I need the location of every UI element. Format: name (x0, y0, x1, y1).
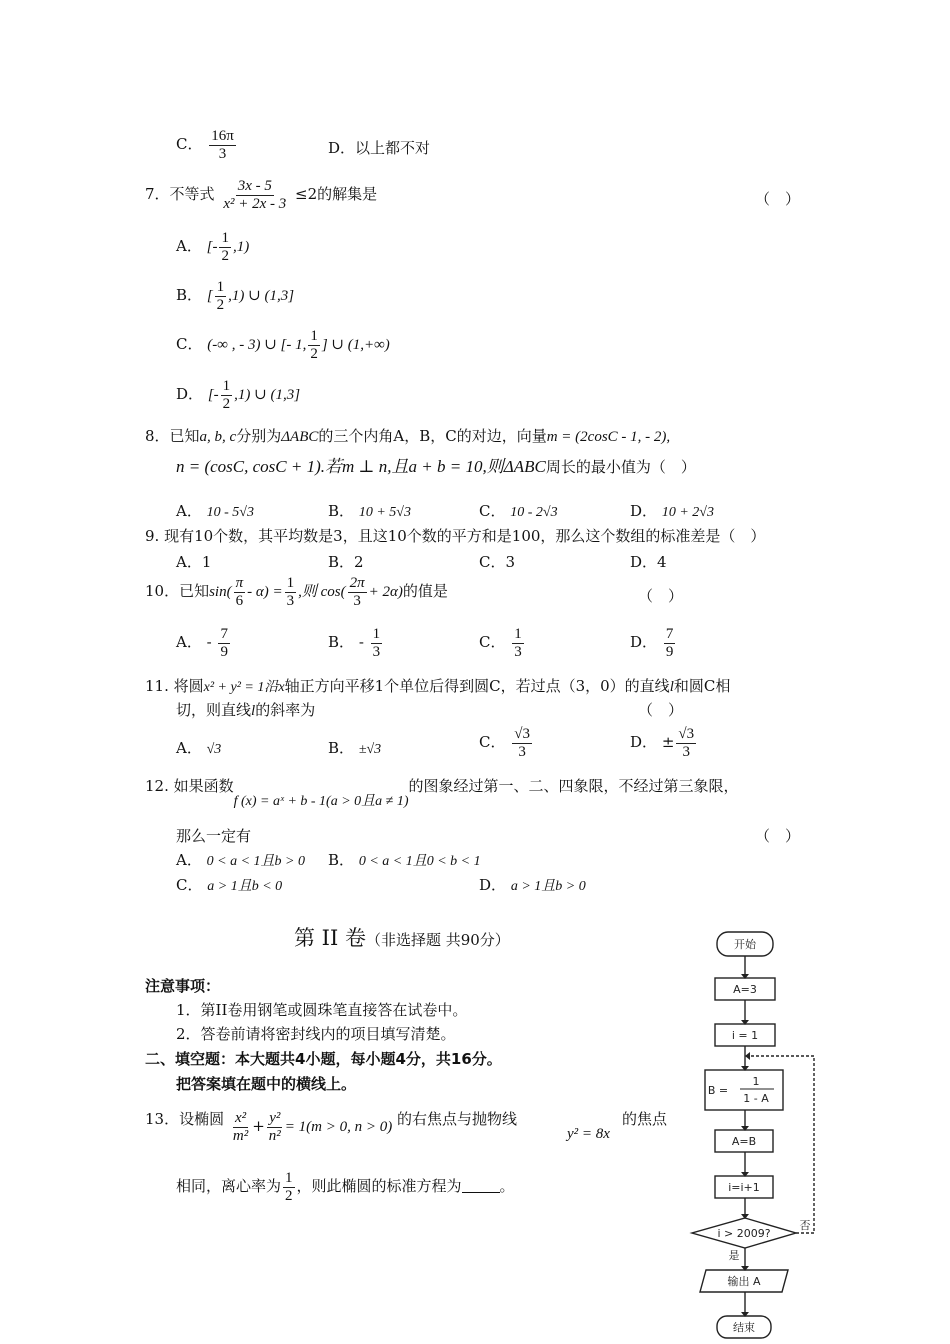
q7-prefix: 7．不等式 (145, 185, 215, 203)
option-label: A． (176, 739, 202, 757)
numerator: x² (234, 1110, 247, 1126)
denominator: x² + 2x - 3 (223, 195, 287, 212)
numerator: y² (269, 1110, 281, 1126)
fraction (221, 178, 288, 212)
numerator: 1 (222, 378, 231, 394)
numerator: 2π (349, 575, 365, 591)
q9-stem: 9. 现有10个数，其平均数是3，且这10个数的平方和是100，那么这个数组的标准差是（ ） (145, 527, 766, 545)
numerator: √3 (678, 726, 695, 742)
q8-stem-line2 (176, 452, 696, 477)
q7-suffix: 的解集是 (317, 185, 378, 203)
answer-paren: （ ） (638, 701, 684, 719)
expr: f (x) = aˣ + b - 1(a > 0且a ≠ 1) (233, 794, 409, 809)
expr: m = (2cosC - 1, - 2), (546, 429, 671, 445)
assign-ab-label: A=B (731, 1135, 757, 1148)
expr: l (251, 703, 256, 719)
q12-option-a (176, 849, 305, 870)
fraction (221, 378, 233, 412)
expr: ,1) (232, 239, 250, 255)
option-label: C． (479, 733, 506, 751)
option-text: 10 + 2√3 (661, 505, 714, 520)
flowchart (684, 926, 824, 1340)
expr: + 2α) (368, 584, 403, 600)
option-text: ±√3 (358, 742, 382, 757)
fraction (512, 626, 524, 660)
end-label: 结束 (733, 1321, 755, 1334)
denominator: 2 (216, 296, 225, 313)
expr: = 1(m > 0, n > 0) (284, 1119, 393, 1135)
option-text: 10 + 5√3 (358, 505, 411, 520)
expr: (-∞ , - 3) ∪ [- 1, (207, 337, 307, 353)
start-label: 开始 (734, 938, 756, 951)
no-label: 否 (799, 1219, 811, 1232)
fraction (231, 1110, 250, 1144)
q9-option-b (328, 551, 364, 572)
section-subheading: （非选择题 共90分） (365, 931, 510, 949)
expr: sin( (209, 584, 232, 600)
text: 和圆C相 (673, 677, 731, 695)
expr: [ (206, 288, 213, 304)
note-item: 2．答卷前请将密封线内的项目填写清楚。 (176, 1025, 456, 1043)
q12-option-d (479, 874, 586, 895)
text: 的斜率为 (255, 701, 316, 719)
fraction (215, 279, 227, 313)
option-label: B． (328, 739, 355, 757)
option-label: B． (328, 633, 355, 651)
denominator: 6 (235, 592, 244, 609)
fill-subheading: 把答案填在题中的横线上。 (176, 1075, 357, 1093)
assign-i-label: i = 1 (731, 1029, 759, 1042)
fraction (348, 575, 367, 609)
answer-paren: （ ） (755, 827, 801, 845)
option-label: B． (328, 502, 355, 520)
q7-option-a (176, 230, 249, 264)
text: 切，则直线 (176, 701, 252, 719)
q11-stem-line2 (176, 699, 315, 720)
numerator: √3 (514, 726, 530, 742)
numerator: 1 (285, 1170, 293, 1186)
option-text: 以上都不对 (355, 139, 431, 157)
q8-option-c (479, 500, 558, 521)
sign: - (358, 633, 364, 651)
q7-option-b (176, 279, 294, 313)
q13-stem-line1: 13．设椭圆 $\frac{\text{x²}}{\text{m²}}$ + $\frac{\text{y²}}{\text{n²}}$ = 1(m > 0, n > 0) 的右焦点与抛物线 (145, 1110, 518, 1144)
option-label: D． (176, 385, 204, 403)
option-label: D． (630, 633, 658, 651)
notes-heading: 注意事项： (145, 977, 221, 995)
option-text: 0 < a < 1且0 < b < 1 (358, 854, 481, 869)
numerator: 1 (216, 279, 225, 295)
text: 轴正方向平移1个单位后得到圆C，若过点（3，0）的直线 (284, 677, 670, 695)
text: 。 (499, 1177, 515, 1195)
arrowhead (745, 1052, 750, 1060)
q11-option-c (479, 726, 534, 760)
q10-option-b (328, 626, 384, 660)
q12-option-b (328, 849, 481, 870)
option-label: D． (479, 876, 507, 894)
q7-stem (145, 178, 377, 212)
denominator: m² (232, 1127, 249, 1144)
assign-a-label: A=3 (733, 983, 757, 996)
fraction (664, 626, 676, 660)
q9-option-c (479, 551, 515, 572)
q12-stem-line1 (145, 775, 739, 809)
option-label: D． (630, 502, 658, 520)
option-text: 0 < a < 1且b > 0 (206, 854, 305, 869)
option-label: C． (479, 553, 506, 571)
numerator: 1 (221, 230, 229, 246)
numerator: 3x - 5 (237, 178, 272, 194)
fraction (218, 626, 230, 660)
q11-option-a (176, 737, 221, 758)
yes-label: 是 (728, 1249, 740, 1262)
numerator: π (235, 575, 244, 591)
option-label: A． (176, 237, 202, 255)
option-label: D． (630, 553, 658, 571)
fraction (283, 1170, 295, 1204)
denominator: 3 (286, 592, 295, 609)
q13-stem-line2 (176, 1170, 515, 1204)
b-denominator: 1 - A (743, 1092, 769, 1105)
option-label: C． (176, 135, 203, 153)
expr: ] ∪ (1,+∞) (321, 337, 390, 353)
option-label: C． (176, 335, 203, 353)
denominator: 3 (514, 643, 522, 660)
expr: ,1) ∪ (1,3] (228, 288, 295, 304)
denominator: 9 (220, 643, 228, 660)
parabola-expr: y² = 8x (567, 1126, 610, 1142)
fraction (676, 726, 696, 760)
q11-prefix: 11. 将圆 (145, 677, 204, 695)
numerator: 7 (220, 626, 228, 642)
expr: ΔABC (281, 429, 319, 445)
expr: - α) = (247, 584, 283, 600)
option-label: D． (630, 733, 658, 751)
b-prefix-label: B = (707, 1084, 729, 1097)
text: 周长的最小值为（ ） (545, 458, 696, 476)
denominator: 3 (518, 743, 526, 760)
text: 分别为 (236, 427, 282, 445)
relation: ≤2 (295, 185, 318, 203)
q10-option-a (176, 626, 232, 660)
expr: ,则 cos( (298, 584, 346, 600)
answer-blank[interactable] (462, 1178, 500, 1193)
answer-paren: （ ） (638, 587, 684, 605)
q8-option-d (630, 500, 714, 521)
answer-paren: （ ） (755, 190, 801, 208)
numerator: 1 (286, 575, 295, 591)
condition-label: i > 2009? (717, 1227, 771, 1240)
option-label: C． (479, 502, 506, 520)
expr: ,1) ∪ (1,3] (234, 387, 301, 403)
option-text: 10 - 2√3 (510, 505, 558, 520)
fraction (308, 328, 320, 362)
option-text: 4 (657, 553, 667, 571)
q13-prefix: 13．设椭圆 (145, 1110, 225, 1128)
option-text: 2 (354, 553, 364, 571)
q8-prefix: 8．已知 (145, 427, 200, 445)
q11-option-b (328, 737, 381, 758)
expr: [- (207, 387, 219, 403)
option-text: 3 (505, 553, 516, 571)
q11-stem-line1 (145, 675, 730, 696)
text: 相同，离心率为 (176, 1177, 282, 1195)
q6-option-d (328, 137, 430, 158)
text: 的值是 (402, 582, 448, 600)
text: 的三个内角A，B，C的对边，向量 (318, 427, 547, 445)
expr: [- (206, 239, 218, 255)
option-label: A． (176, 851, 202, 869)
denominator: 2 (285, 1187, 293, 1204)
q10-prefix: 10．已知 (145, 582, 210, 600)
option-label: C． (176, 876, 203, 894)
option-text: 10 - 5√3 (206, 505, 254, 520)
section-title (294, 922, 510, 952)
q13-suffix: 的焦点 (622, 1110, 668, 1128)
denominator: n² (268, 1127, 281, 1144)
expr: n = (cosC, cosC + 1).若m ⊥ n,且a + b = 10,则ΔABC (176, 457, 546, 476)
fraction (371, 626, 383, 660)
numerator: 7 (665, 626, 674, 642)
numerator: 1 (514, 626, 522, 642)
expr: l (669, 679, 674, 695)
q11-option-d (630, 726, 698, 760)
sign: ± (661, 733, 675, 751)
text: 的右焦点与抛物线 (397, 1110, 518, 1128)
note-item: 1．第II卷用钢笔或圆珠笔直接答在试卷中。 (176, 1001, 468, 1019)
fraction (512, 726, 532, 760)
denominator: 2 (310, 345, 318, 362)
b-numerator: 1 (752, 1075, 760, 1088)
expr: a, b, c (199, 429, 237, 445)
option-label: B． (328, 553, 355, 571)
option-label: C． (479, 633, 506, 651)
option-label: D． (328, 139, 356, 157)
option-label: A． (176, 633, 202, 651)
fraction (285, 575, 297, 609)
denominator: 9 (665, 643, 674, 660)
q6-option-c (176, 128, 238, 162)
numerator: 1 (310, 328, 318, 344)
denominator: 2 (221, 247, 229, 264)
increment-label: i=i+1 (728, 1181, 760, 1194)
q12-prefix: 12. 如果函数 (145, 777, 234, 795)
expr: x² + y² = 1沿x (203, 680, 285, 695)
option-text: √3 (206, 742, 222, 757)
text: ，则此椭圆的标准方程为 (296, 1177, 462, 1195)
q10-stem (145, 575, 448, 609)
q12-option-c (176, 874, 282, 895)
fraction (267, 1110, 283, 1144)
q7-option-d (176, 378, 300, 412)
q8-option-a (176, 500, 254, 521)
denominator: 3 (372, 643, 381, 660)
option-text: 1 (201, 553, 212, 571)
denominator: 2 (222, 395, 231, 412)
output-label: 输出 A (727, 1275, 761, 1288)
text: 的图象经过第一、二、四象限，不经过第三象限， (408, 777, 739, 795)
section-heading: 第 II 卷 (294, 926, 366, 950)
q12-stem-line2: 那么一定有 (176, 827, 252, 845)
q9-option-d (630, 551, 667, 572)
denominator: 3 (353, 592, 361, 609)
option-label: A． (176, 553, 202, 571)
numerator: 16π (211, 128, 234, 144)
sign: - (206, 633, 212, 651)
fraction (219, 230, 231, 264)
denominator: 3 (218, 145, 227, 162)
option-label: B． (176, 286, 203, 304)
q9-option-a (176, 551, 211, 572)
q10-option-d (630, 626, 677, 660)
option-text: a > 1且b > 0 (510, 879, 586, 894)
option-label: B． (328, 851, 355, 869)
fraction (234, 575, 246, 609)
q10-option-c (479, 626, 526, 660)
fraction (209, 128, 236, 162)
denominator: 3 (682, 743, 690, 760)
option-text: a > 1且b < 0 (207, 879, 283, 894)
numerator: 1 (372, 626, 381, 642)
option-label: A． (176, 502, 202, 520)
q8-stem-line1 (145, 425, 670, 446)
q8-option-b (328, 500, 411, 521)
q7-option-c (176, 328, 390, 362)
fill-heading: 二、填空题：本大题共4小题，每小题4分，共16分。 (145, 1050, 502, 1068)
